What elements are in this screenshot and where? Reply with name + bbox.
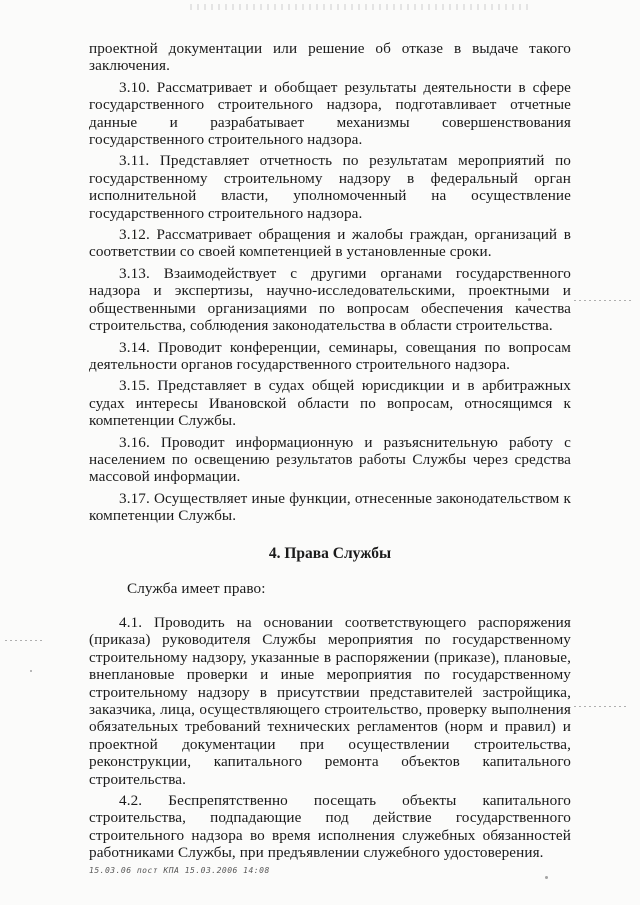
paragraph: 4.1. Проводить на основании соответствующего распоряжения (приказа) руководителя Службы мероприятия по государственному строительному надзору, указанные в распоряжении (приказе), плановые, внеплановые проверки и иные мероприятия по государственному строительному надзору в присутствии представителей застройщика, заказчика, лица, осуществляющего строительство, проверку выполнения обязательных требований технических регламентов (норм и правил) и проектной документации при осуществлении строительства, реконструкции, капитального ремонта объектов капитального строительства.: [89, 613, 571, 788]
section-4-body: [89, 614, 571, 862]
scan-speck: [30, 670, 32, 672]
paragraph: 3.11. Представляет отчетность по результатам мероприятий по государственному строительному надзору в федеральный орган исполнительной власти, уполномоченный на осуществление государственного строительного надзора.: [89, 152, 571, 222]
section-3-continued: [89, 40, 571, 525]
scan-smudge: [574, 706, 629, 707]
paragraph: 3.14. Проводит конференции, семинары, совещания по вопросам деятельности органов государственного строительного надзора.: [89, 338, 571, 373]
section-heading: 4. Права Службы: [268, 544, 392, 562]
paragraph: 3.17. Осуществляет иные функции, отнесенные законодательством к компетенции Службы.: [89, 489, 571, 525]
scan-smudge: [574, 300, 634, 301]
scan-smudge: [5, 640, 45, 641]
paragraph: 3.15. Представляет в судах общей юрисдикции и в арбитражных судах интересы Ивановской области по вопросам, относящимся к компетенции Службы.: [89, 377, 571, 430]
paragraph: 3.16. Проводит информационную и разъяснительную работу с населением по освещению результатов работы Службы через средства массовой информации.: [89, 433, 571, 486]
scan-speck: [545, 876, 548, 879]
paragraph: 3.10. Рассматривает и обобщает результаты деятельности в сфере государственного строительного надзора, подготавливает отчетные данные и разрабатывает механизмы совершенствования государственного строительного надзора.: [89, 78, 571, 149]
fax-footer: 15.03.06 пост КПА 15.03.2006 14:08: [89, 866, 270, 875]
scan-noise-top: [190, 4, 530, 10]
paragraph: 3.13. Взаимодействует с другими органами государственного надзора и экспертизы, научно-исследовательскими, проектными и общественными организациями по вопросам обеспечения качества строительства, соблюдения законодательства в области строительства.: [89, 264, 571, 335]
section-intro: Служба имеет право:: [127, 579, 266, 597]
paragraph: проектной документации или решение об отказе в выдаче такого заключения.: [89, 40, 571, 75]
document-page: [89, 40, 571, 866]
scan-speck: [528, 298, 531, 301]
paragraph: 3.12. Рассматривает обращения и жалобы граждан, организаций в соответствии со своей компетенцией в установленные сроки.: [89, 226, 571, 261]
paragraph: 4.2. Беспрепятственно посещать объекты капитального строительства, подпадающие под действие государственного строительного надзора во время исполнения служебных обязанностей работниками Службы, при предъявлении служебного удостоверения.: [89, 792, 571, 862]
